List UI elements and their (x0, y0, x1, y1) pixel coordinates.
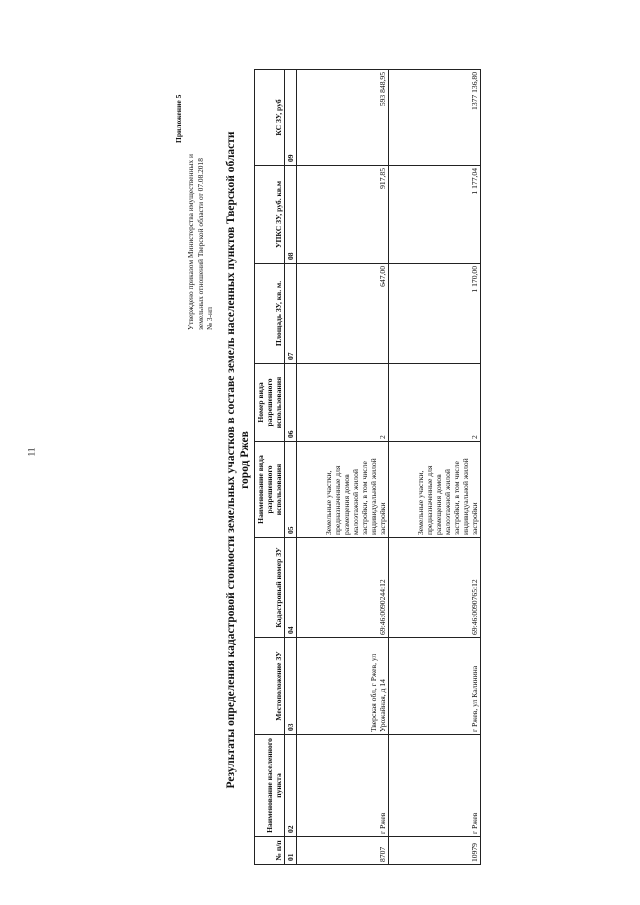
approval-note-line: земельных отношений Тверской области от 07.08.2018 (195, 158, 205, 330)
cadastral-number: 69:46:0090244:12 (297, 538, 389, 638)
approval-note-line: № 3-нп (205, 307, 214, 330)
header-cell: № п/п (255, 837, 285, 865)
column-code-row (285, 70, 297, 865)
header-cell: Номер вида разрешенного использования (255, 364, 285, 442)
row-number: 8707 (297, 837, 389, 865)
rotated-landscape-sheet (164, 35, 640, 885)
appendix-label: Приложение 5 (174, 94, 183, 143)
cadastral-value: 593 848,95 (297, 70, 389, 166)
permitted-use-code: 2 (389, 364, 481, 442)
column-code: 06 (285, 364, 297, 442)
cadastral-number: 69:46:0090765:12 (389, 538, 481, 638)
header-cell: Кадастровый номер ЗУ (255, 538, 285, 638)
header-cell: Наименование населенного пункта (255, 735, 285, 837)
column-code: 07 (285, 264, 297, 364)
permitted-use-name: Земельные участки, предназначенные для размещения домов малоэтажной жилой застройки, в том числе индивидуальной жилой застройки (389, 442, 481, 538)
column-code: 01 (285, 837, 297, 865)
header-row (255, 70, 285, 865)
land-area: 647,00 (297, 264, 389, 364)
header-cell: Наименование вида разрешенного использования (255, 442, 285, 538)
title-subtitle: город Ржев (239, 431, 251, 489)
table-row (389, 70, 481, 865)
land-area: 1 170,00 (389, 264, 481, 364)
column-code: 05 (285, 442, 297, 538)
results-table (254, 69, 481, 865)
page-number: 11 (26, 447, 37, 457)
column-code: 09 (285, 70, 297, 166)
approval-note (186, 30, 215, 330)
cadastral-value: 1377 136,80 (389, 70, 481, 166)
column-code: 04 (285, 538, 297, 638)
specific-cadastral-value: 1 177,04 (389, 166, 481, 264)
header-cell: КС ЗУ, руб (255, 70, 285, 166)
column-code: 03 (285, 638, 297, 735)
header-cell: УПКС ЗУ, руб. кв.м (255, 166, 285, 264)
title-line: Результаты определения кадастровой стоимости земельных участков в составе земель населенных пунктов Тверской области (225, 131, 237, 789)
permitted-use-code: 2 (297, 364, 389, 442)
specific-cadastral-value: 917,85 (297, 166, 389, 264)
table-row (297, 70, 389, 865)
header-cell: Площадь ЗУ, кв. м. (255, 264, 285, 364)
settlement-name: г Ржев (389, 735, 481, 837)
permitted-use-name: Земельные участки, предназначенные для размещения домов малоэтажной жилой застройки, в том числе индивидуальной жилой застройки (297, 442, 389, 538)
column-code: 02 (285, 735, 297, 837)
settlement-name: г Ржев (297, 735, 389, 837)
land-location: г Ржев, ул Калинина (389, 638, 481, 735)
document-title (224, 35, 252, 885)
land-location: Тверская обл, г Ржев, ул Урожайная, д 14 (297, 638, 389, 735)
approval-note-line: Утверждено приказом Министерства имущественных и (186, 154, 195, 330)
header-cell: Местоположение ЗУ (255, 638, 285, 735)
column-code: 08 (285, 166, 297, 264)
row-number: 10979 (389, 837, 481, 865)
